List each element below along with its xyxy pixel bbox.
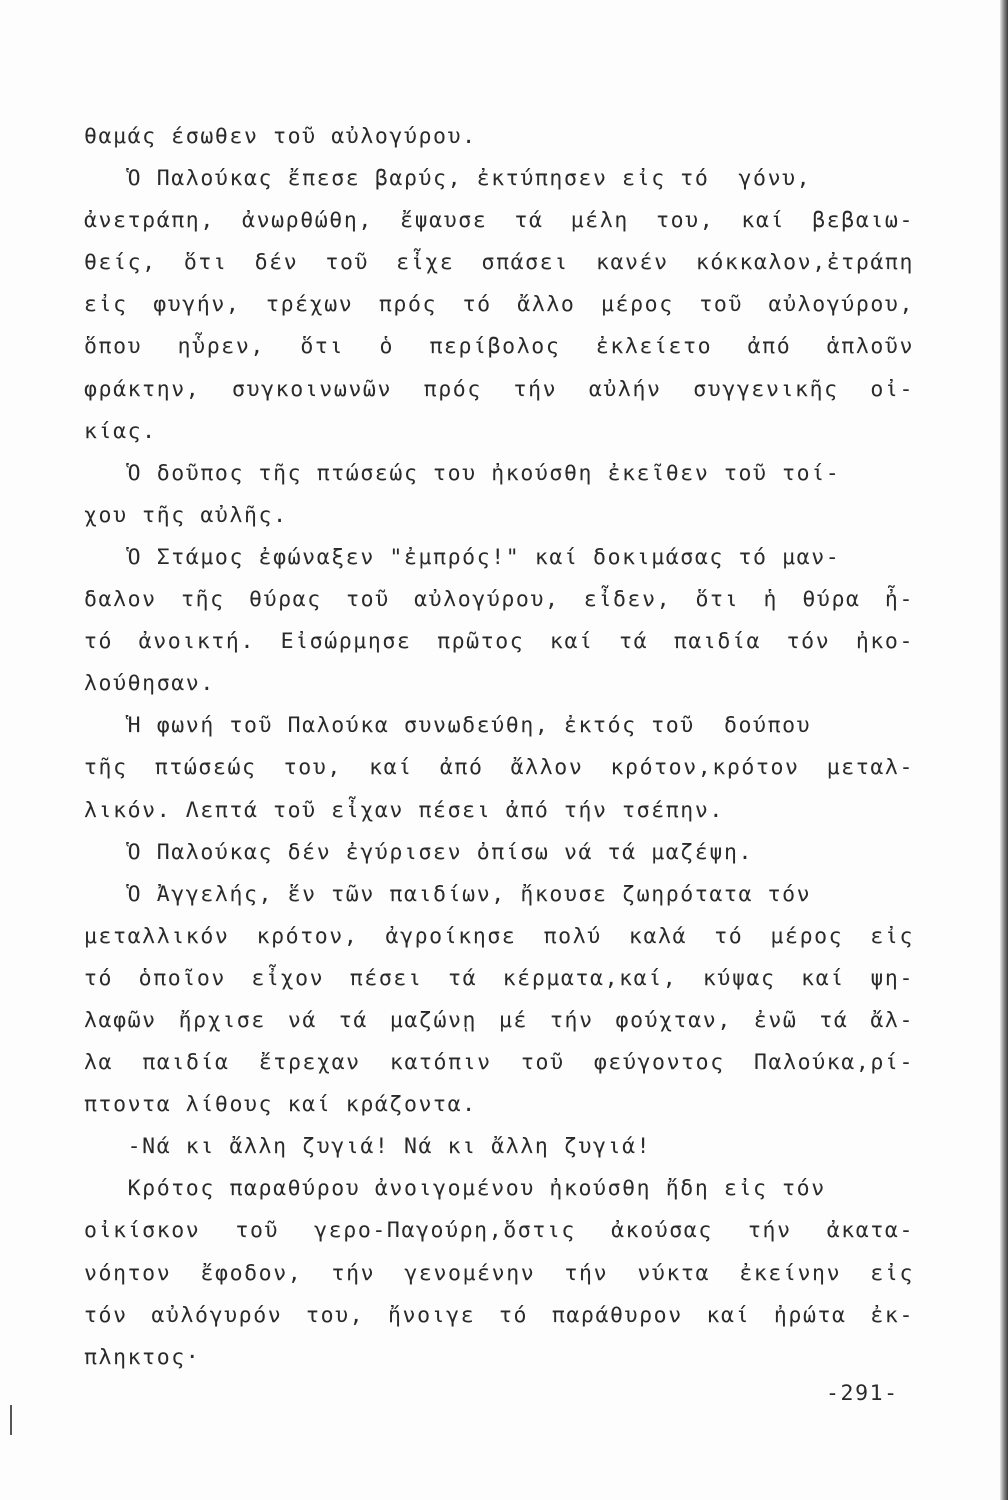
text-line: θαμάς έσωθεν τοῦ αὐλογύρου. xyxy=(84,124,477,149)
text-line: τό ἀνοικτή. Εἰσώρμησε πρῶτος καί τά παιδία τόν ἠκο- xyxy=(84,629,914,655)
text-line: τῆς πτώσεώς του, καί ἀπό ἄλλον κρότον,κρότον μεταλ- xyxy=(84,755,914,781)
text-line: δαλον τῆς θύρας τοῦ αὐλογύρου, εἶδεν, ὅτι ἡ θύρα ἦ- xyxy=(84,587,914,613)
text-line: Ὁ Ἀγγελής, ἕν τῶν παιδίων, ἤκουσε ζωηρότατα τόν xyxy=(84,881,812,907)
text-line: φράκτην, συγκοινωνῶν πρός τήν αὐλήν συγγενικῆς οἰ- xyxy=(84,376,914,402)
text-line: μεταλλικόν κρότον, ἀγροίκησε πολύ καλά τό μέρος εἰς xyxy=(84,923,914,949)
text-line: ὅπου ηὗρεν, ὅτι ὁ περίβολος ἐκλείετο ἀπό ἁπλοῦν xyxy=(84,334,914,360)
text-line: λούθησαν. xyxy=(84,671,215,697)
text-line: λα παιδία ἔτρεχαν κατόπιν τοῦ φεύγοντος Παλούκα,ρί- xyxy=(84,1050,914,1076)
page-edge-mark xyxy=(10,1405,12,1435)
text-line: κίας. xyxy=(84,418,157,444)
text-line: τό ὁποῖον εἶχον πέσει τά κέρματα,καί, κύψας καί ψη- xyxy=(84,965,914,991)
text-line: λικόν. Λεπτά τοῦ εἶχαν πέσει ἀπό τήν τσέπην. xyxy=(84,797,724,823)
text-line: ἀνετράπη, ἀνωρθώθη, ἔψαυσε τά μέλη του, καί βεβαιω- xyxy=(84,208,914,234)
text-line: τόν αὐλόγυρόν του, ἤνοιγε τό παράθυρον καί ἠρώτα ἐκ- xyxy=(84,1302,914,1328)
text-line: Ὁ δοῦπος τῆς πτώσεώς του ἠκούσθη ἐκεῖθεν τοῦ τοί- xyxy=(84,460,841,486)
text-line: -Νά κι ἄλλη ζυγιά! Νά κι ἄλλη ζυγιά! xyxy=(84,1134,652,1160)
text-line: λαφῶν ἤρχισε νά τά μαζώνῃ μέ τήν φούχταν, ἐνῶ τά ἄλ- xyxy=(84,1007,914,1033)
text-line: Κρότος παραθύρου ἀνοιγομένου ἠκούσθη ἤδη εἰς τόν xyxy=(84,1176,826,1202)
text-line: εἰς φυγήν, τρέχων πρός τό ἄλλο μέρος τοῦ αὐλογύρου, xyxy=(84,292,914,318)
text-line: νόητον ἔφοδον, τήν γενομένην τήν νύκτα ἐκείνην εἰς xyxy=(84,1260,914,1286)
text-line: Ἡ φωνή τοῦ Παλούκα συνωδεύθη, ἐκτός τοῦ δούπου xyxy=(84,713,812,739)
page-binding-edge xyxy=(1000,0,1008,1500)
body-text xyxy=(84,116,914,1379)
text-line: οἰκίσκον τοῦ γερο-Παγούρη,ὅστις ἀκούσας τήν ἀκατα- xyxy=(84,1218,914,1244)
page-number: -291- xyxy=(826,1381,899,1406)
text-line: πληκτος· xyxy=(84,1344,201,1370)
text-line: Ὁ Στάμος ἐφώναξεν "ἐμπρός!" καί δοκιμάσας τό μαν- xyxy=(84,544,841,570)
text-line: πτοντα λίθους καί κράζοντα. xyxy=(84,1092,477,1118)
text-line: Ὁ Παλούκας ἔπεσε βαρύς, ἐκτύπησεν εἰς τό γόνυ, xyxy=(84,166,812,192)
text-line: Ὁ Παλούκας δέν ἐγύρισεν ὀπίσω νά τά μαζέψη. xyxy=(84,839,754,865)
text-line: χου τῆς αὐλῆς. xyxy=(84,502,288,528)
text-line: θείς, ὅτι δέν τοῦ εἶχε σπάσει κανέν κόκκαλον,ἐτράπη xyxy=(84,250,914,276)
